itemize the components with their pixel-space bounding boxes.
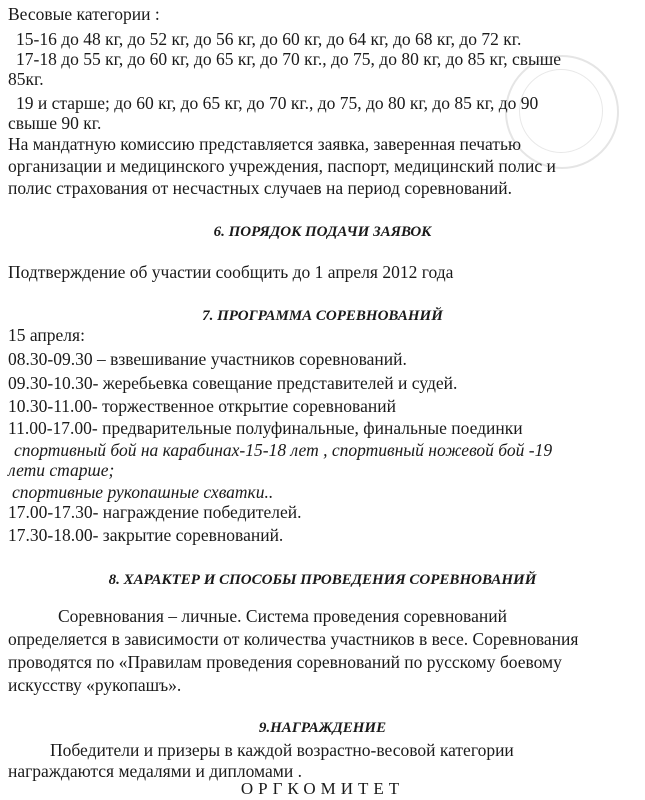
weights-line-3: 85кг.: [8, 69, 44, 89]
section-8-heading: 8. ХАРАКТЕР И СПОСОБЫ ПРОВЕДЕНИЯ СОРЕВНОВАНИЙ: [108, 572, 537, 588]
section-9-para-line-1: Победители и призеры в каждой возрастно-весовой категории: [50, 740, 514, 760]
weights-line-4: 19 и старше; до 60 кг, до 65 кг, до 70 кг., до 75, до 80 кг, до 85 кг, до 90: [16, 93, 539, 113]
program-italic-2: лети старше;: [8, 460, 115, 480]
weights-line-1: 15-16 до 48 кг, до 52 кг, до 56 кг, до 60 кг, до 64 кг, до 68 кг, до 72 кг.: [16, 29, 522, 49]
program-italic-1: спортивный бой на карабинах-15-18 лет , спортивный ножевой бой -19: [14, 440, 553, 460]
program-italic-3: спортивные рукопашные схватки..: [12, 482, 274, 502]
program-item-2: 09.30-10.30- жеребьевка совещание представителей и судей.: [8, 373, 458, 393]
section-9-para-line-2: награждаются медалями и дипломами .: [8, 761, 302, 781]
section-8-para-line-2: определяется в зависимости от количества участников в весе. Соревнования: [8, 629, 579, 649]
program-item-3: 10.30-11.00- торжественное открытие соревнований: [8, 396, 396, 416]
section-7-heading: 7. ПРОГРАММА СОРЕВНОВАНИЙ: [202, 308, 443, 324]
program-date: 15 апреля:: [8, 325, 85, 345]
program-item-1: 08.30-09.30 – взвешивание участников соревнований.: [8, 349, 407, 369]
section-8-para-line-4: искусству «рукопашъ».: [8, 675, 182, 695]
mandate-para-line-1: На мандатную комиссию представляется заявка, заверенная печатью: [8, 134, 522, 154]
program-item-4: 11.00-17.00- предварительные полуфинальные, финальные поединки: [8, 418, 523, 438]
section-9-heading: 9.НАГРАЖДЕНИЕ: [258, 720, 387, 736]
orgcommittee-title: ОРГКОМИТЕТ: [240, 779, 405, 798]
weights-line-5: свыше 90 кг.: [8, 113, 102, 133]
mandate-para-line-3: полис страхования от несчастных случаев на период соревнований.: [8, 178, 513, 198]
section-8-para-line-3: проводятся по «Правилам проведения соревнований по русскому боевому: [8, 652, 562, 672]
section-6-text: Подтверждение об участии сообщить до 1 апреля 2012 года: [8, 262, 454, 282]
section-8-para-line-1: Соревнования – личные. Система проведения соревнований: [58, 606, 507, 626]
weights-title: Весовые категории :: [8, 4, 160, 24]
section-6-heading: 6. ПОРЯДОК ПОДАЧИ ЗАЯВОК: [213, 224, 432, 240]
weights-line-2: 17-18 до 55 кг, до 60 кг, до 65 кг, до 70 кг., до 75, до 80 кг, до 85 кг, свыше: [16, 49, 562, 69]
program-item-5: 17.00-17.30- награждение победителей.: [8, 502, 302, 522]
program-item-6: 17.30-18.00- закрытие соревнований.: [8, 525, 284, 545]
mandate-para-line-2: организации и медицинского учреждения, паспорт, медицинский полис и: [8, 156, 556, 176]
